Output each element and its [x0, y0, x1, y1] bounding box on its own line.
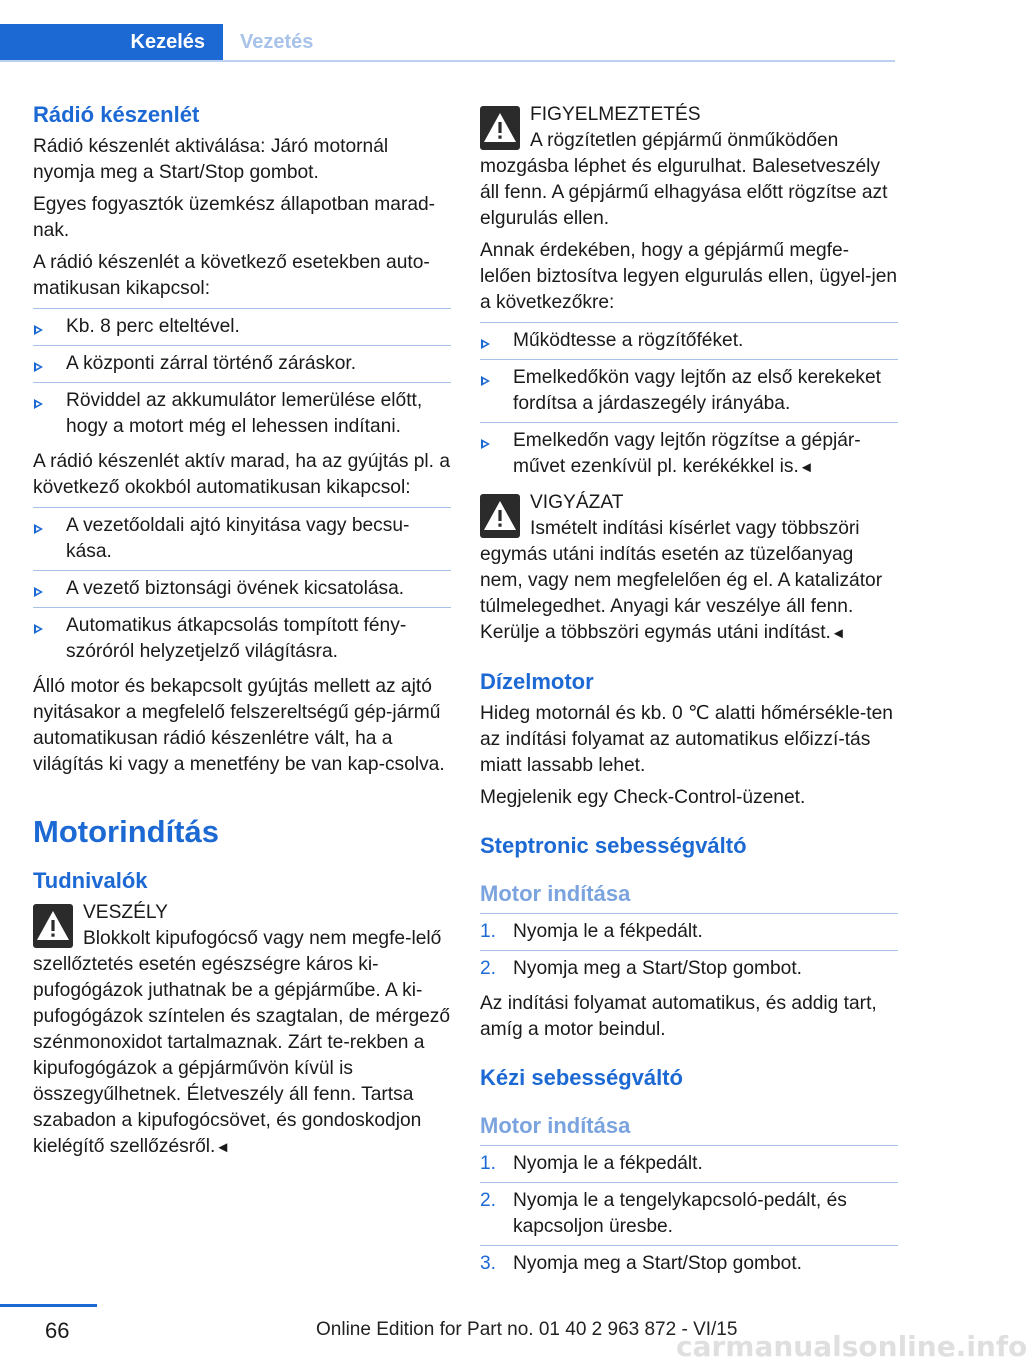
step-number: 1.: [480, 1153, 497, 1174]
list-item: [480, 322, 898, 359]
list-item-text: Röviddel az akkumulátor lemerülése előtt, hogy a motort még el lehessen indítani.: [66, 390, 423, 437]
paragraph: Egyes fogyasztók üzemkész állapotban marad-nak.: [33, 194, 436, 241]
right-column: [480, 100, 898, 1286]
paragraph: Álló motor és bekapcsolt gyújtás mellett az ajtó nyitásakor a megfelelő felszereltségű gép-jármű automatikusan rádió készenlétre vált, ha a világítás ki vagy a menetfény be van kap-csolva.: [33, 676, 445, 775]
list-item-text: Emelkedőn vagy lejtőn rögzítse a gépjár-művet ezenkívül pl. kerékékkel is.: [513, 430, 861, 477]
warning-triangle-icon: [480, 106, 520, 150]
warning-title: VIGYÁZAT: [530, 492, 624, 513]
list-item: [33, 570, 451, 607]
bullet-list: [33, 308, 451, 445]
triangle-bullet-icon: [34, 524, 43, 534]
list-item: [33, 507, 451, 570]
paragraph: A rádió készenlét aktív marad, ha az gyújtás pl. a következő okokból automatikusan kikapcsol:: [33, 451, 451, 498]
paragraph: Hideg motornál és kb. 0 ℃ alatti hőmérsékle-ten az indítási folyamat az automatikus előizzí-tás miatt lassabb lehet.: [480, 703, 893, 776]
warning-title: VESZÉLY: [83, 902, 168, 923]
list-item-text: A vezetőoldali ajtó kinyitása vagy becsu-kása.: [66, 515, 410, 562]
tab-vezetes[interactable]: Vezetés: [240, 31, 314, 53]
end-mark: ◄: [830, 625, 846, 642]
warning-triangle-icon: [480, 494, 520, 538]
heading-manual-gearbox: Kézi sebességváltó: [480, 1065, 683, 1090]
list-item: [480, 913, 898, 950]
list-item-text: Automatikus átkapcsolás tompított fény-szóróról helyzetjelző világításra.: [66, 615, 407, 662]
triangle-bullet-icon: [481, 339, 490, 349]
watermark: carmanualsonline.info: [676, 1330, 1027, 1363]
danger-warning: [33, 900, 451, 1161]
triangle-bullet-icon: [481, 439, 490, 449]
list-item: [33, 308, 451, 345]
triangle-bullet-icon: [34, 325, 43, 335]
list-item-text: Nyomja meg a Start/Stop gombot.: [513, 1253, 803, 1274]
list-item: [480, 422, 898, 486]
paragraph: Annak érdekében, hogy a gépjármű megfe-lelően biztosítva legyen elgurulás ellen, ügyel-jen a következőkre:: [480, 240, 898, 313]
list-item: [480, 359, 898, 422]
paragraph: Rádió készenlét aktiválása: Járó motornál nyomja meg a Start/Stop gombot.: [33, 136, 389, 183]
list-item-text: Nyomja le a fékpedált.: [513, 921, 703, 942]
numbered-list: [480, 913, 898, 987]
list-item-text: A központi zárral történő záráskor.: [66, 353, 357, 374]
triangle-bullet-icon: [481, 376, 490, 386]
list-item: [480, 950, 898, 987]
bullet-list: [480, 322, 898, 486]
caution-warning: [480, 490, 898, 647]
end-mark: ◄: [215, 1139, 231, 1156]
list-item-text: Nyomja le a tengelykapcsoló-pedált, és kapcsoljon üresbe.: [513, 1190, 847, 1237]
numbered-list: [480, 1145, 898, 1282]
warning-body: Ismételt indítási kísérlet vagy többszöri egymás utáni indítás esetén az tüzelőanyag nem, vagy nem megfelelően ég el. A katalizátor túlmelegedhet. Anyagi kár veszélye áll fenn. Kerülje a többszöri egymás utáni indítást.: [480, 518, 883, 643]
triangle-bullet-icon: [34, 362, 43, 372]
edition-text: Online Edition for Part no. 01 40 2 963 872 - VI/15: [316, 1319, 738, 1340]
caution-warning: [480, 102, 898, 232]
paragraph: Megjelenik egy Check-Control-üzenet.: [480, 787, 806, 808]
list-item: [33, 382, 451, 445]
warning-text: [480, 516, 898, 647]
page-number: 66: [45, 1318, 70, 1343]
warning-triangle-icon: [33, 904, 73, 948]
list-item: [480, 1245, 898, 1282]
triangle-bullet-icon: [34, 399, 43, 409]
heading-radio-standby: Rádió készenlét: [33, 102, 200, 127]
heading-engine-start: Motorindítás: [33, 814, 219, 849]
heading-diesel: Dízelmotor: [480, 669, 594, 694]
step-number: 1.: [480, 921, 497, 942]
list-item: [480, 1145, 898, 1182]
list-item-text: Nyomja le a fékpedált.: [513, 1153, 703, 1174]
step-number: 2.: [480, 1190, 497, 1211]
list-item-text: Nyomja meg a Start/Stop gombot.: [513, 958, 803, 979]
paragraph: A rádió készenlét a következő esetekben auto-matikusan kikapcsol:: [33, 252, 430, 299]
chapter-tabbar: [0, 24, 895, 62]
heading-steptronic: Steptronic sebességváltó: [480, 833, 747, 858]
tab-kezeles[interactable]: Kezelés: [0, 24, 223, 60]
list-item: [33, 345, 451, 382]
end-mark: ◄: [798, 459, 814, 476]
triangle-bullet-icon: [34, 624, 43, 634]
warning-title: FIGYELMEZTETÉS: [530, 104, 701, 125]
paragraph: Az indítási folyamat automatikus, és addig tart, amíg a motor beindul.: [480, 993, 877, 1040]
bullet-list: [33, 507, 451, 670]
list-item-text: Kb. 8 perc elteltével.: [66, 316, 240, 337]
list-item-text: A vezető biztonsági övének kicsatolása.: [66, 578, 405, 599]
footer-rule: [0, 1304, 97, 1307]
warning-text: A rögzítetlen gépjármű önműködően mozgásba léphet és elgurulhat. Balesetveszély áll fenn. A gépjármű elhagyása előtt rögzítse azt elgurulás ellen.: [480, 130, 888, 229]
step-number: 2.: [480, 958, 497, 979]
warning-text: [33, 926, 451, 1161]
list-item: [33, 607, 451, 670]
heading-notes: Tudnivalók: [33, 868, 148, 893]
list-item-text: Emelkedőkön vagy lejtőn az első kerekeket fordítsa a járdaszegély irányába.: [513, 367, 881, 414]
list-item-text: Működtesse a rögzítőféket.: [513, 330, 744, 351]
list-item: [480, 1182, 898, 1245]
tab-underline: [0, 60, 895, 62]
triangle-bullet-icon: [34, 587, 43, 597]
heading-start-engine: Motor indítása: [480, 1113, 631, 1138]
step-number: 3.: [480, 1253, 497, 1274]
heading-start-engine: Motor indítása: [480, 881, 631, 906]
left-column: [33, 100, 451, 1167]
warning-body: Blokkolt kipufogócső vagy nem megfe-lelő szellőztetés esetén egészségre káros ki-pufogógázok juthatnak be a gépjárműbe. A ki-pufogógázok színtelen és szagtalan, de mérgező szénmonoxidot tartalmaznak. Zárt te-rekben a kipufogógázok a gépjárművön kívül is összegyűlhetnek. Életveszély áll fenn. Tartsa szabadon a kipufogócsövet, és gondoskodjon kielégítő szellőzésről.: [33, 928, 451, 1157]
